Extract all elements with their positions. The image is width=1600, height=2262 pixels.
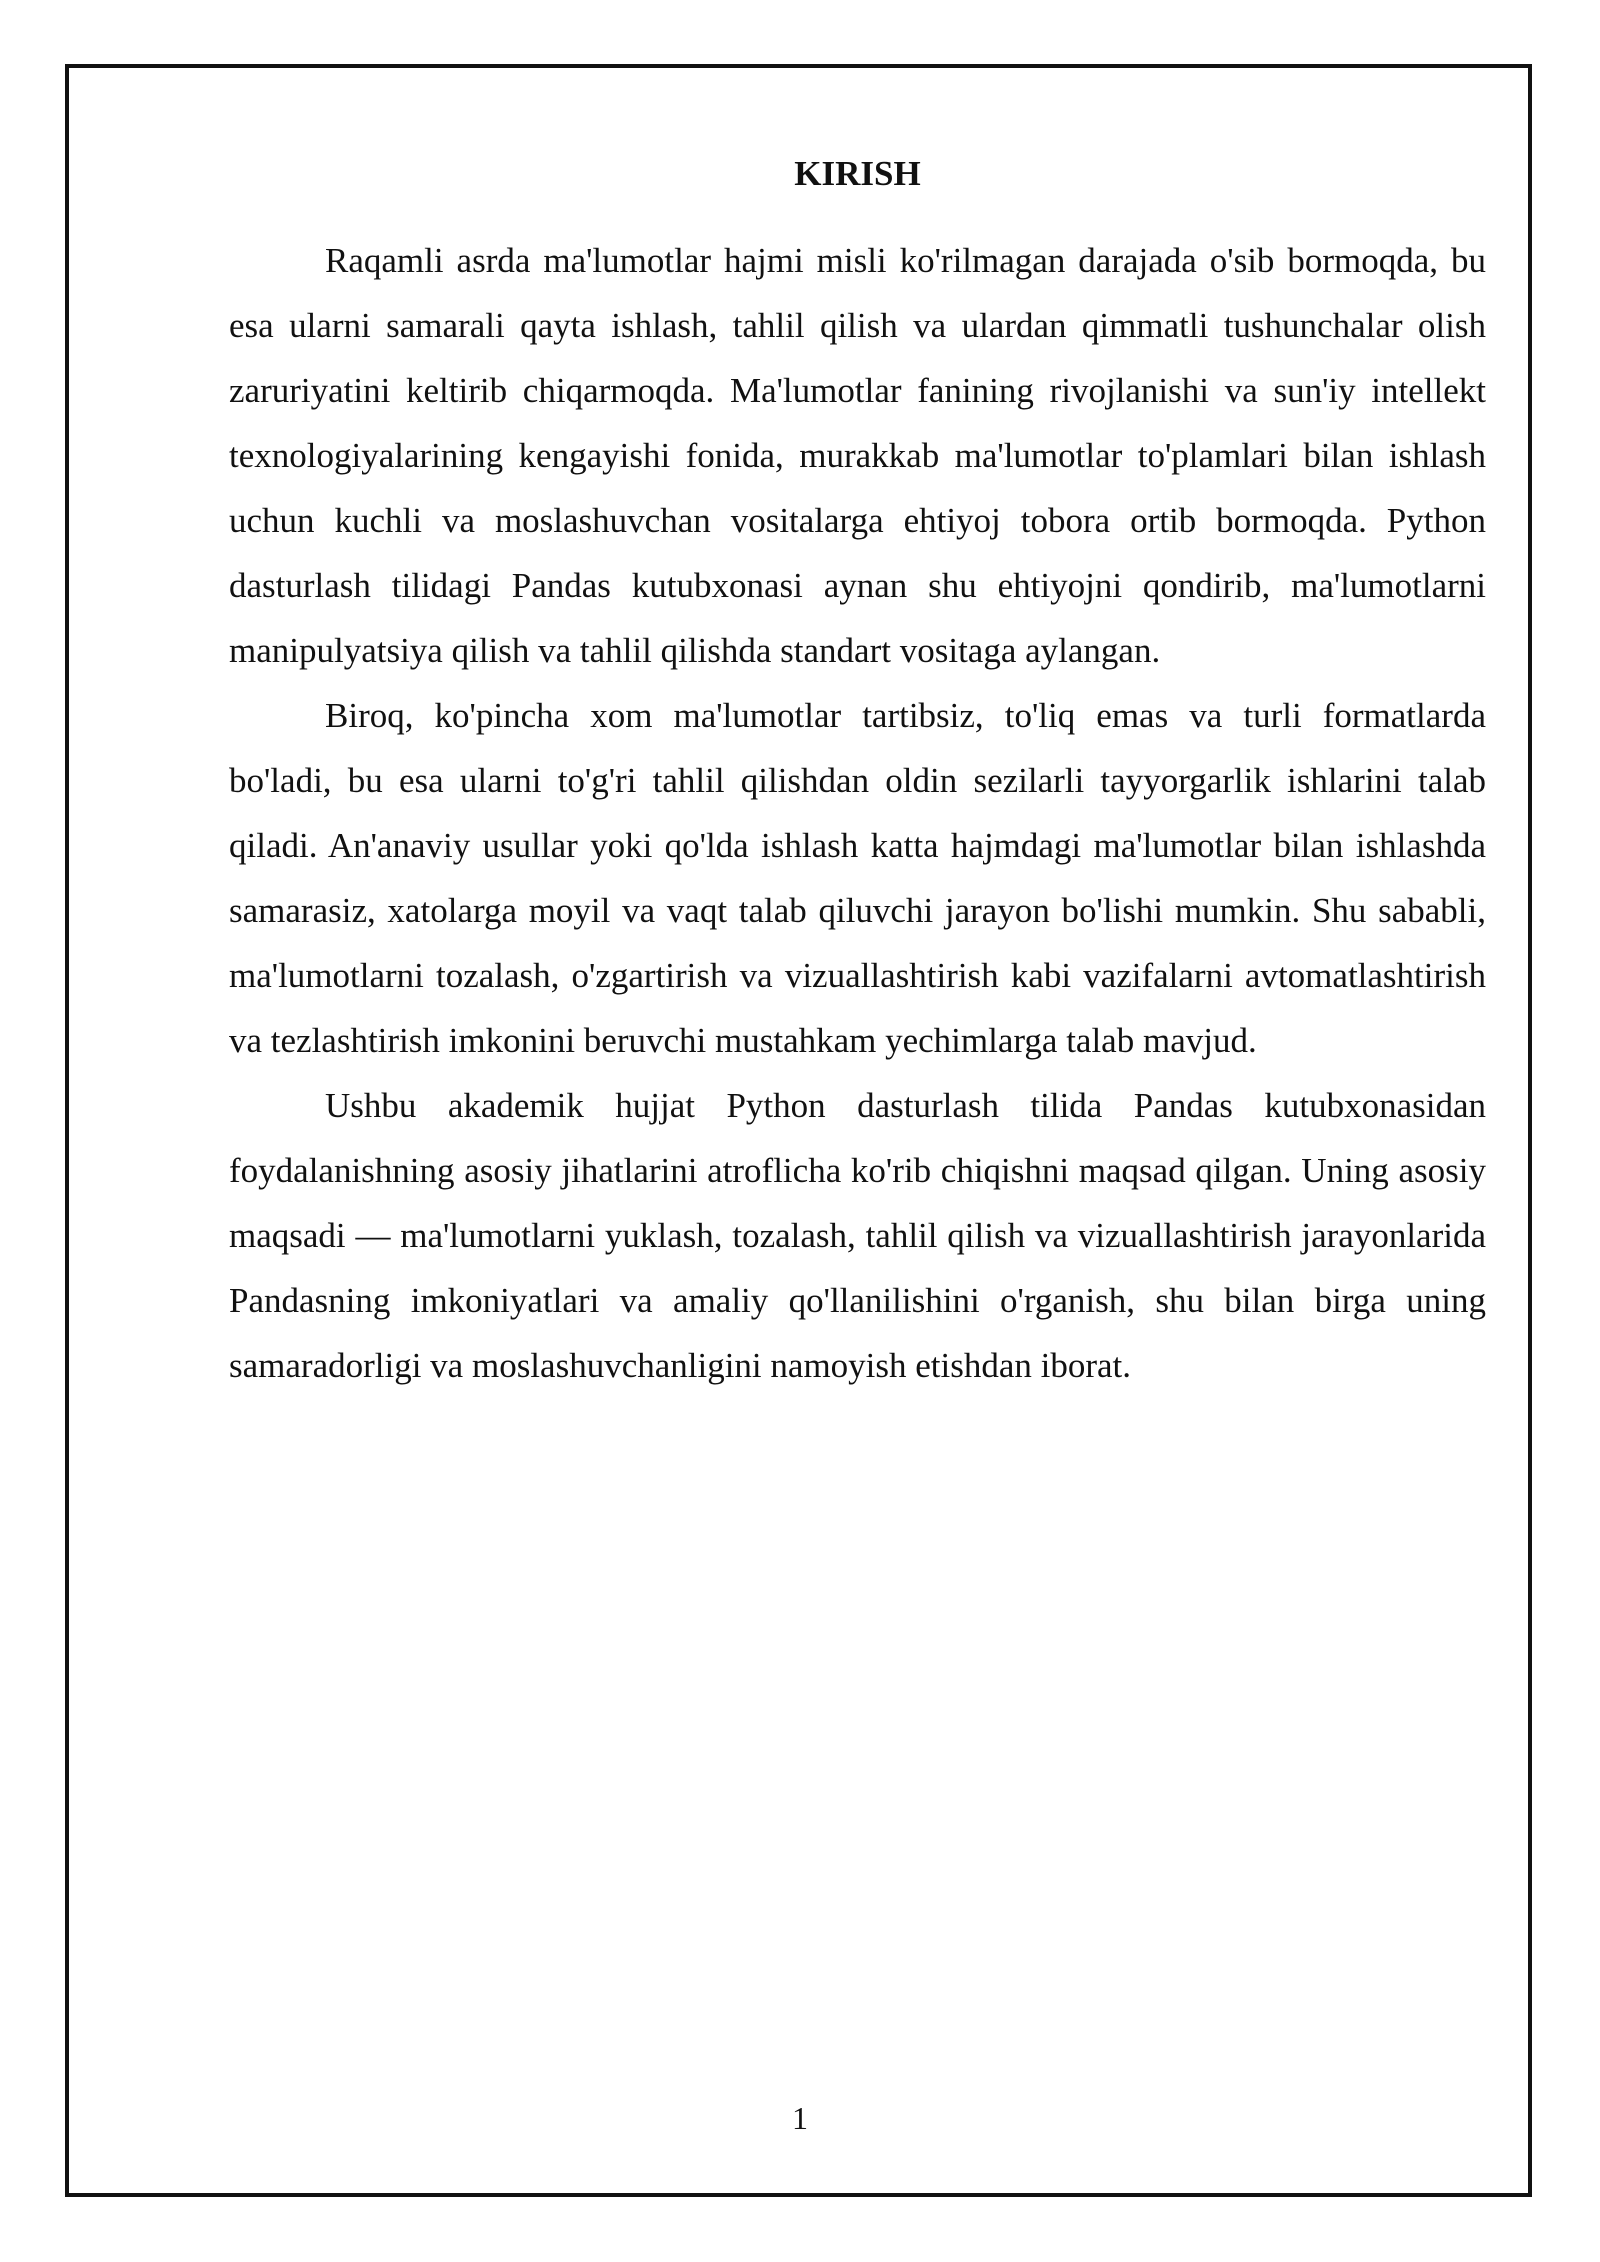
section-title: KIRISH (794, 154, 921, 193)
document-body (229, 150, 1486, 1398)
page-number: 1 (792, 2100, 808, 2136)
paragraph-2: Biroq, ko'pincha xom ma'lumotlar tartibsiz, to'liq emas va turli formatlarda bo'ladi, bu esa ularni to'g'ri tahlil qilishdan oldin sezilarli tayyorgarlik ishlarini talab qiladi. An'anaviy usullar yoki qo'lda ishlash katta hajmdagi ma'lumotlar bilan ishlashda samarasiz, xatolarga moyil va vaqt talab qiluvchi jarayon bo'lishi mumkin. Shu sababli, ma'lumotlarni tozalash, o'zgartirish va vizuallashtirish kabi vazifalarni avtomatlashtirish va tezlashtirish imkonini beruvchi mustahkam yechimlarga talab mavjud. (229, 696, 1486, 1060)
paragraph-1: Raqamli asrda ma'lumotlar hajmi misli ko'rilmagan darajada o'sib bormoqda, bu esa ularni samarali qayta ishlash, tahlil qilish va ulardan qimmatli tushunchalar olish zaruriyatini keltirib chiqarmoqda. Ma'lumotlar fanining rivojlanishi va sun'iy intellekt texnologiyalarining kengayishi fonida, murakkab ma'lumotlar to'plamlari bilan ishlash uchun kuchli va moslashuvchan vositalarga ehtiyoj tobora ortib bormoqda. Python dasturlash tilidagi Pandas kutubxonasi aynan shu ehtiyojni qondirib, ma'lumotlarni manipulyatsiya qilish va tahlil qilishda standart vositaga aylangan. (229, 241, 1486, 670)
paragraph-3: Ushbu akademik hujjat Python dasturlash tilida Pandas kutubxonasidan foydalanishning asosiy jihatlarini atroflicha ko'rib chiqishni maqsad qilgan. Uning asosiy maqsadi — ma'lumotlarni yuklash, tozalash, tahlil qilish va vizuallashtirish jarayonlarida Pandasning imkoniyatlari va amaliy qo'llanilishini o'rganish, shu bilan birga uning samaradorligi va moslashuvchanligini namoyish etishdan iborat. (229, 1086, 1486, 1385)
